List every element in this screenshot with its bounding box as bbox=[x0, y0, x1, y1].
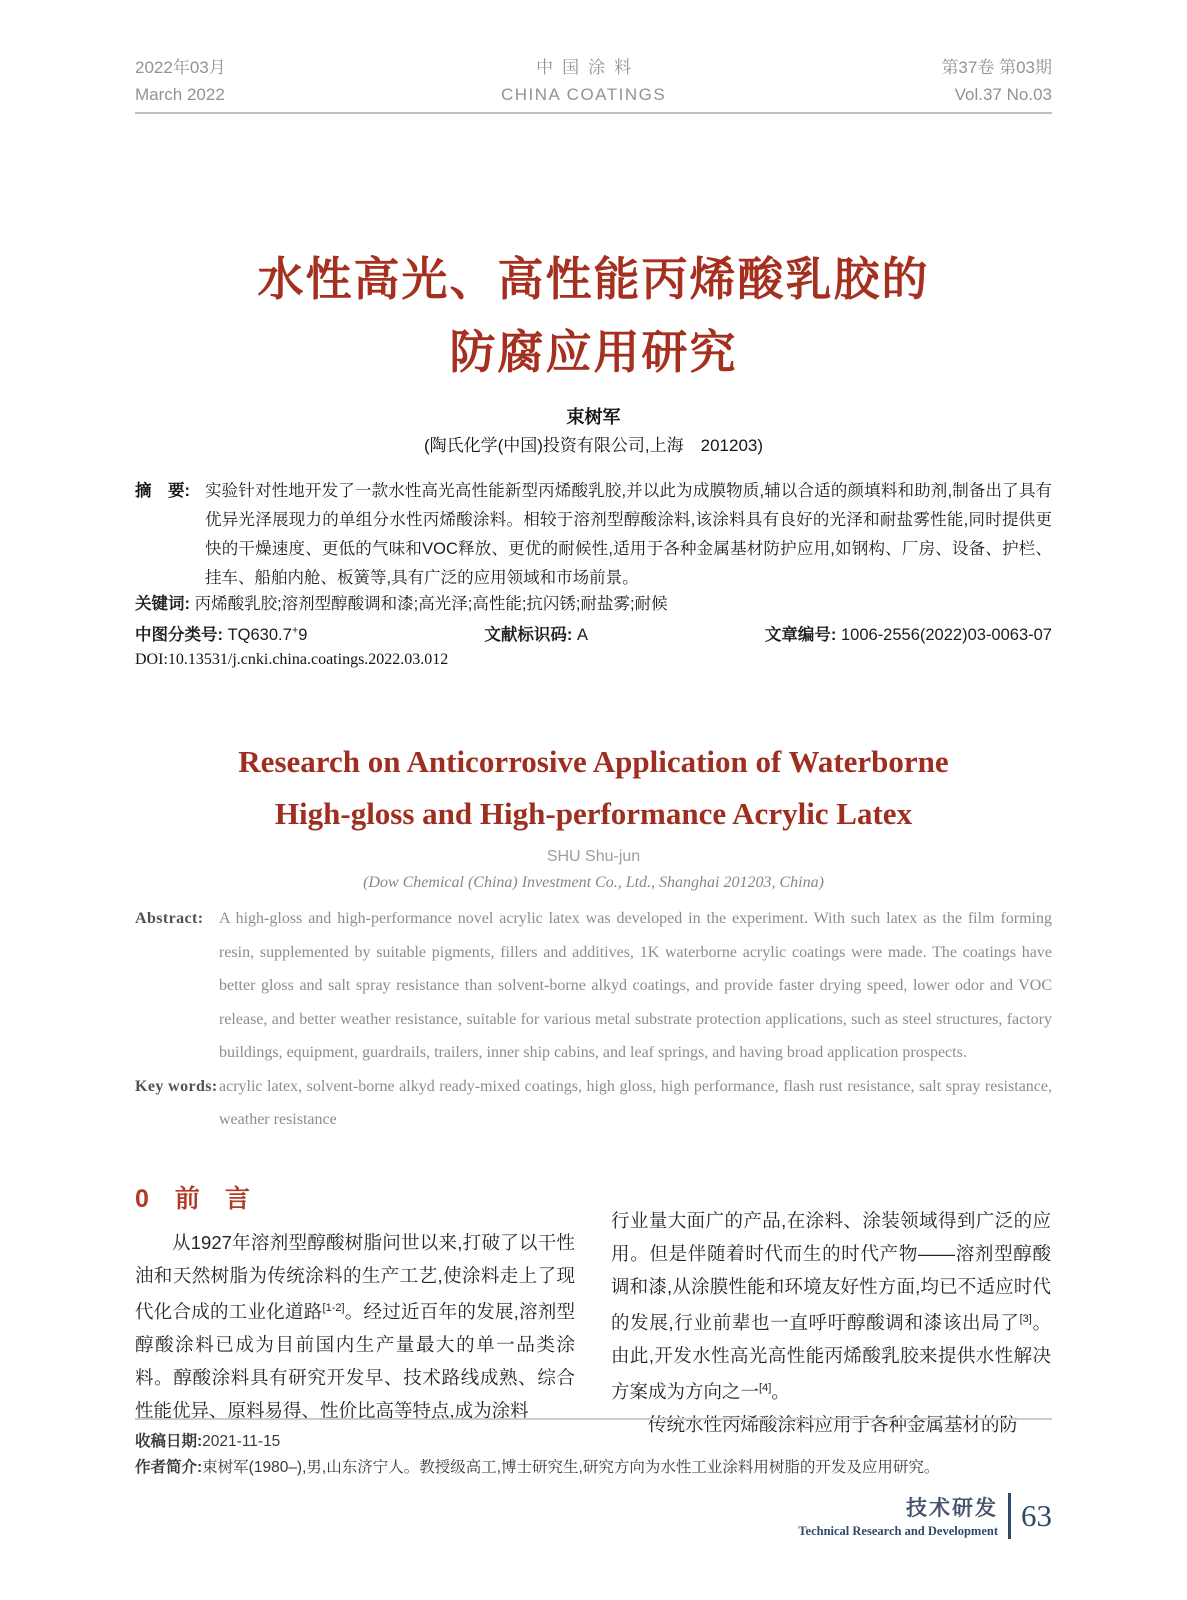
affiliation-en: (Dow Chemical (China) Investment Co., Ltd., Shanghai 201203, China) bbox=[363, 874, 824, 891]
keywords-zh-label: 关键词: bbox=[135, 595, 190, 613]
abstract-zh-label: 摘 要: bbox=[135, 482, 190, 500]
article-title-en-line1: Research on Anticorrosive Application of Waterborne bbox=[238, 744, 949, 779]
keywords-en-label: Key words: bbox=[135, 1077, 218, 1095]
author-zh: 束树军 bbox=[566, 407, 621, 427]
article-title-en-line2: High-gloss and High-performance Acrylic Latex bbox=[274, 796, 913, 831]
header-journal-en: CHINA COATINGS bbox=[500, 85, 667, 104]
document-code-label: 文献标识码: bbox=[484, 626, 573, 644]
clc-superscript: + bbox=[291, 624, 299, 637]
author-bio-value: 束树军(1980–),男,山东济宁人。教授级高工,博士研究生,研究方向为水性工业涂料用树脂的开发及应用研究。 bbox=[202, 1459, 940, 1476]
intro-p1-right-text3: 。 bbox=[771, 1381, 790, 1403]
document-code bbox=[484, 621, 588, 645]
footer-section-en: Technical Research and Development bbox=[798, 1524, 998, 1538]
article-title-en bbox=[135, 736, 1052, 840]
keywords-en bbox=[135, 1070, 1052, 1137]
abstract-en-text: A high-gloss and high-performance novel acrylic latex was developed in the experiment. With such latex as the film forming resin, supplemented by suitable pigments, fillers and additives, 1K waterborne acrylic coatings were made. The coatings have better gloss and salt spray resistance than solvent-borne alkyd coatings, and provide faster drying speed, lower odor and VOC release, and better weather resistance, suitable for various metal substrate protection applications, such as steel structures, factory buildings, equipment, guardrails, trailers, inner ship cabins, and leaf springs, and having broad application prospects. bbox=[219, 910, 1052, 1061]
footer-section-zh: 技术研发 bbox=[906, 1497, 998, 1520]
section-number: 0 bbox=[135, 1185, 149, 1213]
doi: DOI:10.13531/j.cnki.china.coatings.2022.03.012 bbox=[135, 651, 449, 668]
article-title-zh bbox=[135, 243, 1052, 389]
reference-marker: [3] bbox=[1019, 1313, 1032, 1325]
intro-paragraph-1 bbox=[135, 1226, 575, 1427]
author-en: SHU Shu-jun bbox=[546, 848, 641, 865]
introduction-section bbox=[135, 1184, 1052, 1441]
received-date-value: 2021-11-15 bbox=[202, 1433, 281, 1450]
header-date-zh: 2022年03月 bbox=[135, 58, 226, 77]
clc-number bbox=[135, 621, 307, 645]
received-date-label: 收稿日期: bbox=[135, 1433, 203, 1450]
header-journal bbox=[501, 54, 666, 108]
header-date-en: March 2022 bbox=[135, 85, 225, 104]
article-id bbox=[765, 621, 1052, 645]
footer-divider-bar bbox=[1008, 1493, 1011, 1539]
header-divider bbox=[135, 112, 1052, 114]
abstract-en-label: Abstract: bbox=[135, 910, 204, 927]
article-id-value: 1006-2556(2022)03-0063-07 bbox=[840, 626, 1052, 644]
affiliation-zh: (陶氏化学(中国)投资有限公司,上海 201203) bbox=[423, 436, 764, 455]
section-heading bbox=[135, 1184, 575, 1214]
page-number: 63 bbox=[1021, 1497, 1052, 1533]
journal-header bbox=[135, 54, 1052, 108]
footnote bbox=[135, 1418, 1052, 1481]
keywords-en-text: acrylic latex, solvent-borne alkyd ready-mixed coatings, high gloss, high performance, flash rust resistance, salt spray resistance, weather resistance bbox=[219, 1077, 1052, 1128]
reference-marker: [1-2] bbox=[322, 1302, 345, 1314]
meta-row bbox=[135, 621, 1052, 645]
intro-column-right bbox=[611, 1184, 1051, 1441]
abstract-zh bbox=[135, 477, 1052, 593]
header-date bbox=[135, 54, 226, 108]
received-date bbox=[135, 1429, 1052, 1455]
footer-section bbox=[798, 1492, 998, 1539]
article-title-zh-line1: 水性高光、高性能丙烯酸乳胶的 bbox=[257, 253, 930, 305]
intro-column-left bbox=[135, 1184, 575, 1441]
keywords-zh-text: 丙烯酸乳胶;溶剂型醇酸调和漆;高光泽;高性能;抗闪锈;耐盐雾;耐候 bbox=[194, 595, 668, 613]
document-code-value: A bbox=[576, 626, 588, 644]
author-bio bbox=[135, 1455, 1052, 1481]
header-issue-en: Vol.37 No.03 bbox=[954, 85, 1052, 104]
intro-p1-right-text: 行业量大面广的产品,在涂料、涂装领域得到广泛的应用。但是伴随着时代而生的时代产物——溶剂型醇酸调和漆,从涂膜性能和环境友好性方面,均已不适应时代的发展,行业前辈也一直呼吁醇酸调和漆该出局了 bbox=[611, 1210, 1051, 1334]
clc-value: TQ630.7 bbox=[227, 626, 292, 644]
author-bio-label: 作者简介: bbox=[135, 1459, 203, 1476]
header-journal-zh: 中国涂料 bbox=[536, 58, 641, 77]
article-id-label: 文章编号: bbox=[764, 626, 837, 644]
intro-paragraph-1-continued bbox=[611, 1204, 1051, 1408]
article-title-zh-line2: 防腐应用研究 bbox=[449, 326, 738, 378]
intro-p1-text-cont: 。经过近百年的发展,溶剂型醇酸涂料已成为目前国内生产量最大的单一品类涂料。醇酸涂料具有研究开发早、技术路线成熟、综合性能优异、原料易得、性价比高等特点,成为涂料 bbox=[135, 1301, 575, 1422]
english-block bbox=[135, 902, 1052, 1137]
abstract-zh-text: 实验针对性地开发了一款水性高光高性能新型丙烯酸乳胶,并以此为成膜物质,辅以合适的颜填料和助剂,制备出了具有优异光泽展现力的单组分水性丙烯酸涂料。相较于溶剂型醇酸涂料,该涂料具有良好的光泽和耐盐雾性能,同时提供更快的干燥速度、更低的气味和VOC释放、更优的耐候性,适用于各种金属基材防护应用,如钢构、厂房、设备、护栏、挂车、船舶内舱、板簧等,具有广泛的应用领域和市场前景。 bbox=[205, 482, 1052, 587]
abstract-en bbox=[135, 902, 1052, 1070]
reference-marker: [4] bbox=[759, 1382, 772, 1395]
section-title: 前 言 bbox=[174, 1185, 250, 1213]
intro-paragraph-2: 传统水性丙烯酸涂料应用于各种金属基材的防 bbox=[648, 1414, 1019, 1436]
header-issue bbox=[941, 54, 1052, 108]
page-footer bbox=[135, 1492, 1052, 1539]
intro-p1-right-text2: 。由此,开发水性高光高性能丙烯酸乳胶来提供水性解决方案成为方向之一 bbox=[611, 1312, 1051, 1403]
clc-label: 中图分类号: bbox=[135, 626, 223, 644]
header-issue-zh: 第37卷 第03期 bbox=[941, 58, 1052, 77]
intro-p1-text: 从1927年溶剂型醇酸树脂问世以来,打破了以干性油和天然树脂为传统涂料的生产工艺,使涂料走上了现代化合成的工业化道路 bbox=[135, 1232, 575, 1323]
clc-tail: 9 bbox=[298, 626, 308, 644]
keywords-zh bbox=[135, 590, 1052, 619]
